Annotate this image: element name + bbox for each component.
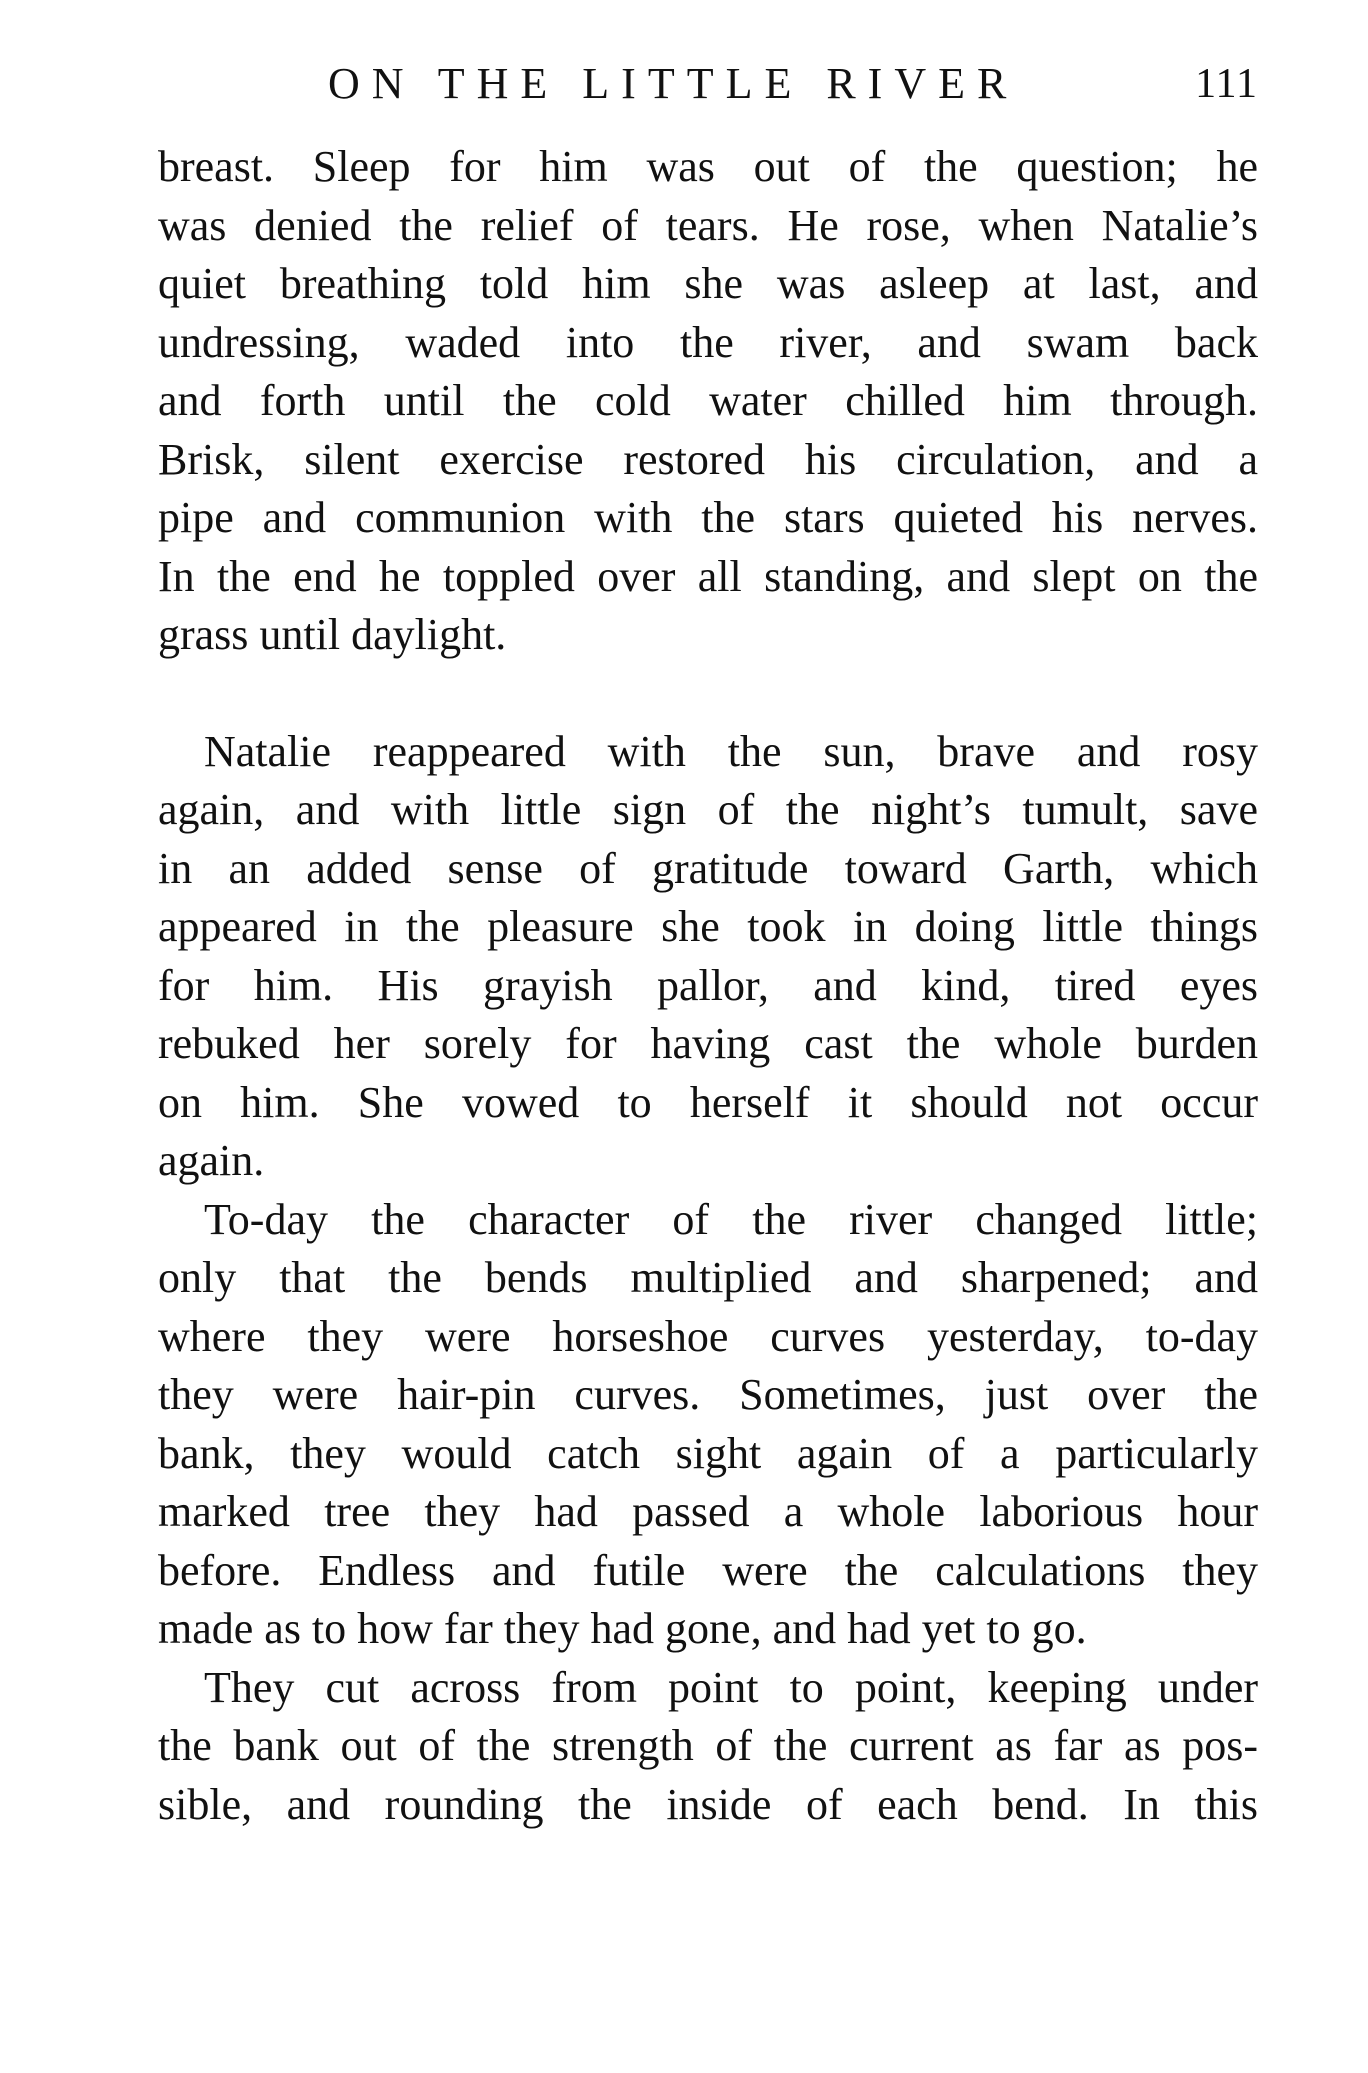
text-line: To-day the character of the river changed little; [204, 1194, 1258, 1244]
text-line: made as to how far they had gone, and had yet to go. [158, 1604, 1087, 1653]
text-line: marked tree they had passed a whole laborious hour [158, 1487, 1258, 1536]
body-text [158, 138, 1258, 1834]
paragraph-2 [158, 723, 1258, 1191]
text-line: rebuked her sorely for having cast the whole burden [158, 1019, 1258, 1068]
text-line: bank, they would catch sight again of a particularly [158, 1428, 1258, 1478]
text-line: for him. His grayish pallor, and kind, tired eyes [158, 960, 1258, 1010]
text-line: again, and with little sign of the night’s tumult, save [158, 785, 1258, 834]
page-number: 111 [1195, 61, 1258, 107]
text-line: where they were horseshoe curves yesterday, to-day [158, 1311, 1258, 1361]
text-line: Brisk, silent exercise restored his circulation, and a [158, 434, 1258, 484]
paragraph-1 [158, 138, 1258, 665]
text-line: on him. She vowed to herself it should not occur [158, 1077, 1258, 1127]
text-line: before. Endless and futile were the calculations they [158, 1545, 1258, 1595]
text-line: In the end he toppled over all standing, and slept on the [158, 551, 1258, 601]
paragraph-4 [158, 1659, 1258, 1835]
text-line: only that the bends multiplied and sharpened; and [158, 1253, 1258, 1302]
text-line: the bank out of the strength of the current as far as pos- [158, 1721, 1258, 1770]
text-line: They cut across from point to point, keeping under [204, 1662, 1258, 1712]
running-head [160, 54, 1258, 114]
text-line: they were hair-pin curves. Sometimes, just over the [158, 1370, 1258, 1419]
text-line: breast. Sleep for him was out of the question; he [158, 142, 1258, 191]
text-line: pipe and communion with the stars quieted his nerves. [158, 493, 1258, 542]
text-line: appeared in the pleasure she took in doing little things [158, 902, 1258, 951]
text-line: undressing, waded into the river, and swam back [158, 317, 1258, 367]
text-line: grass until daylight. [158, 610, 507, 659]
text-line: sible, and rounding the inside of each bend. In this [158, 1779, 1258, 1829]
text-line: quiet breathing told him she was asleep at last, and [158, 259, 1258, 308]
running-title: ON THE LITTLE RIVER [328, 59, 1019, 108]
text-line: Natalie reappeared with the sun, brave and rosy [204, 726, 1258, 776]
paragraph-3 [158, 1191, 1258, 1659]
section-break [158, 665, 1258, 723]
text-line: and forth until the cold water chilled him through. [158, 376, 1258, 425]
text-line: again. [158, 1136, 265, 1185]
text-line: in an added sense of gratitude toward Garth, which [158, 843, 1258, 893]
text-line: was denied the relief of tears. He rose, when Natalie’s [158, 200, 1258, 250]
